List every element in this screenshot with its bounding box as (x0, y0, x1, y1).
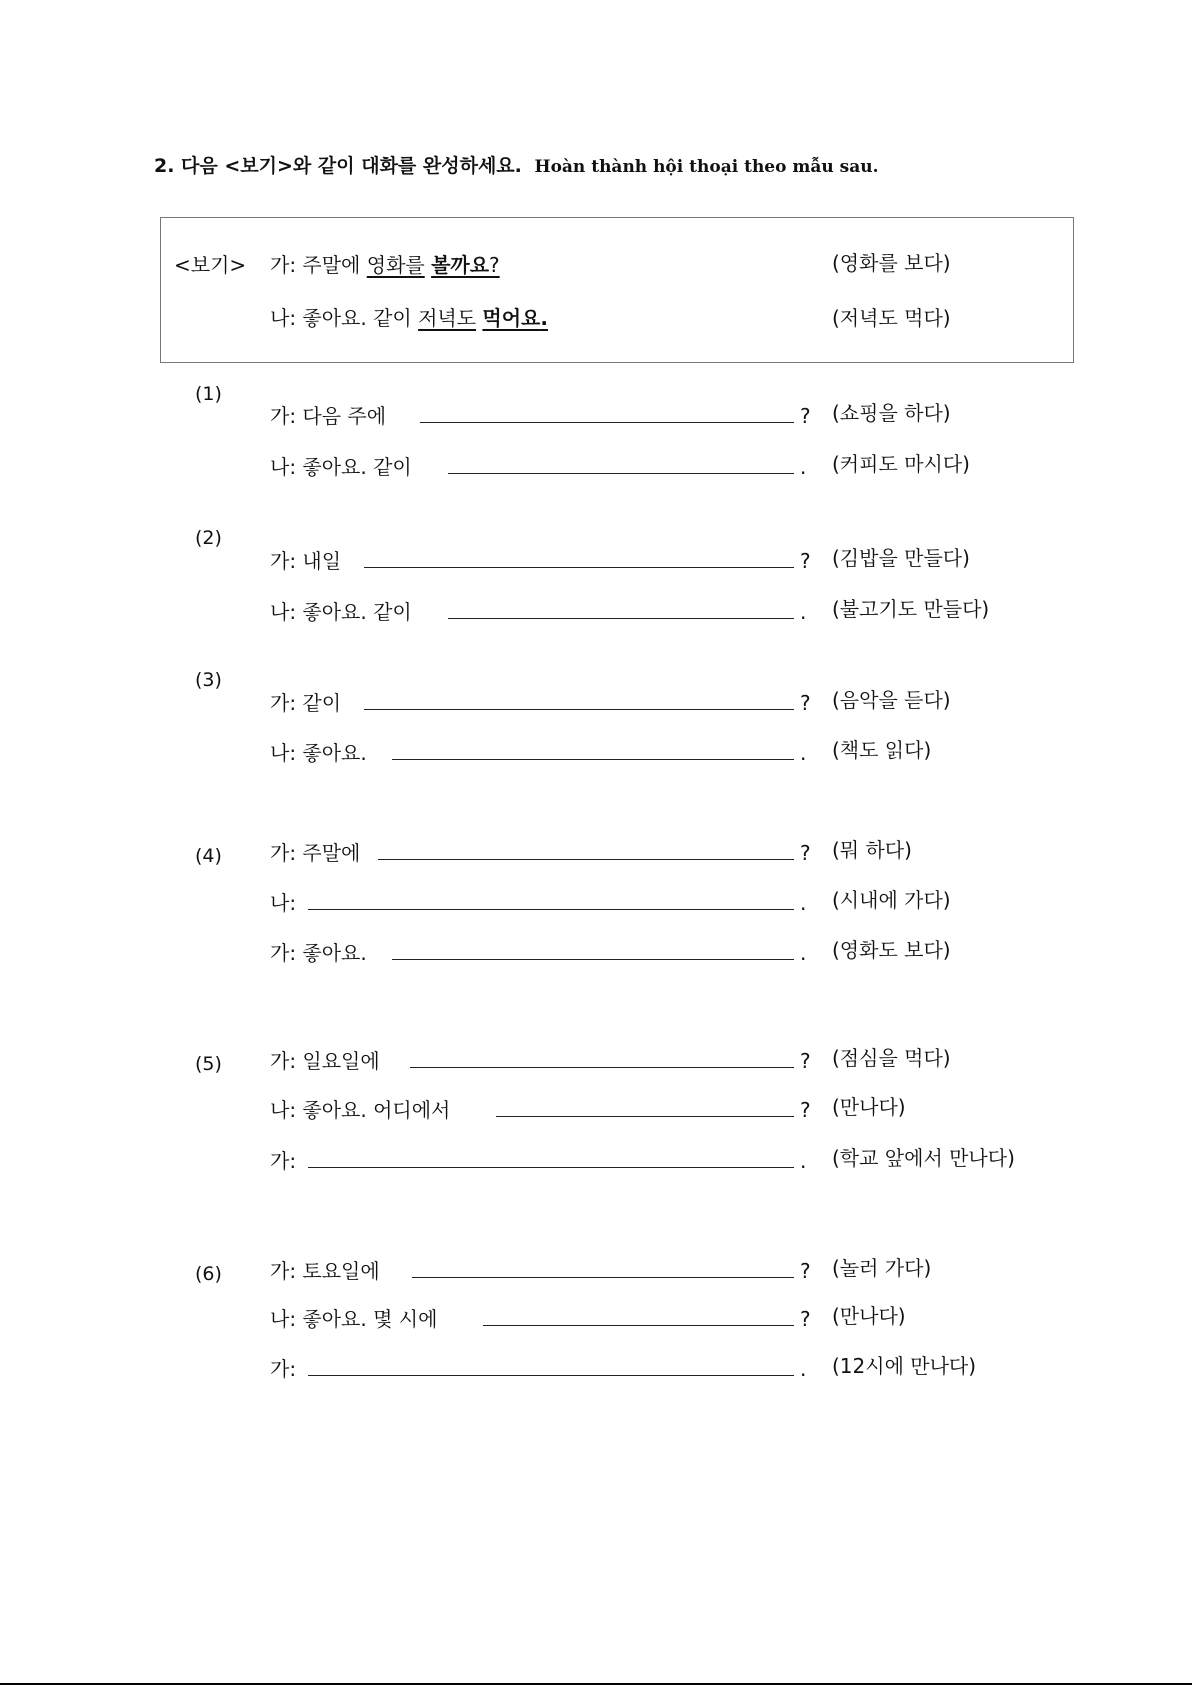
answer-blank[interactable] (308, 1145, 794, 1168)
hint-text: (놀러 가다) (832, 1256, 932, 1280)
dialogue-prefix: 나: 좋아요. (270, 741, 367, 765)
line-end-punctuation: . (800, 600, 807, 624)
dialogue-prefix: 나: 좋아요. 같이 (270, 600, 412, 624)
dialogue-line (270, 887, 806, 916)
dialogue-prefix: 가: 일요일에 (270, 1049, 380, 1073)
dialogue-line (270, 737, 806, 766)
example-line-1 (270, 252, 500, 278)
dialogue-prefix: 가: 다음 주에 (270, 404, 387, 428)
dialogue-prefix: 가: 같이 (270, 691, 342, 715)
dialogue-prefix: 나: 좋아요. 어디에서 (270, 1098, 451, 1122)
dialogue-line (270, 687, 811, 716)
answer-blank[interactable] (420, 400, 794, 423)
hint-text: (영화도 보다) (832, 938, 951, 962)
example-hint-2: (저녁도 먹다) (832, 306, 951, 330)
hint-text: (학교 앞에서 만나다) (832, 1146, 1015, 1170)
line-end-punctuation: . (800, 741, 807, 765)
dialogue-line (270, 1255, 811, 1284)
answer-blank[interactable] (448, 596, 794, 619)
answer-blank[interactable] (412, 1255, 794, 1278)
dialogue-line (270, 596, 806, 625)
line-end-punctuation: ? (800, 841, 811, 865)
line-end-punctuation: . (800, 891, 807, 915)
example-box (160, 217, 1074, 363)
hint-text: (만나다) (832, 1304, 906, 1328)
line-end-punctuation: ? (800, 1307, 811, 1331)
answer-blank[interactable] (308, 887, 794, 910)
dialogue-line (270, 400, 811, 429)
dialogue-prefix: 가: (270, 1357, 297, 1381)
line-end-punctuation: . (800, 1149, 807, 1173)
dialogue-line (270, 1094, 811, 1123)
example-line-1-bold: 볼까요 (431, 253, 490, 277)
hint-text: (커피도 마시다) (832, 452, 970, 476)
line-end-punctuation: . (800, 1357, 807, 1381)
example-line-1-underlined: 영화를 (366, 253, 425, 277)
answer-blank[interactable] (496, 1094, 794, 1117)
answer-blank[interactable] (364, 545, 794, 568)
line-end-punctuation: . (800, 941, 807, 965)
example-line-2-underlined: 저녁도 (418, 306, 477, 330)
heading-korean: 2. 다음 <보기>와 같이 대화를 완성하세요. (154, 155, 522, 177)
example-line-1-prefix: 가: 주말에 (270, 253, 361, 277)
hint-text: (12시에 만나다) (832, 1354, 977, 1378)
answer-blank[interactable] (410, 1045, 794, 1068)
example-hint-1: (영화를 보다) (832, 251, 951, 275)
dialogue-prefix: 가: 좋아요. (270, 941, 367, 965)
dialogue-line (270, 937, 806, 966)
dialogue-prefix: 가: 토요일에 (270, 1259, 380, 1283)
dialogue-prefix: 가: (270, 1149, 297, 1173)
line-end-punctuation: ? (800, 549, 811, 573)
dialogue-line (270, 1145, 806, 1174)
hint-text: (시내에 가다) (832, 888, 951, 912)
exercise-number: (1) (195, 383, 222, 405)
answer-blank[interactable] (392, 737, 794, 760)
hint-text: (음악을 듣다) (832, 688, 951, 712)
line-end-punctuation: ? (800, 404, 811, 428)
hint-text: (책도 읽다) (832, 738, 932, 762)
line-end-punctuation: ? (800, 691, 811, 715)
example-line-2-prefix: 나: 좋아요. 같이 (270, 306, 412, 330)
exercise-number: (6) (195, 1263, 222, 1285)
line-end-punctuation: ? (800, 1259, 811, 1283)
hint-text: (뭐 하다) (832, 838, 912, 862)
answer-blank[interactable] (364, 687, 794, 710)
hint-text: (쇼핑을 하다) (832, 401, 951, 425)
answer-blank[interactable] (392, 937, 794, 960)
dialogue-line (270, 1353, 806, 1382)
dialogue-prefix: 가: 내일 (270, 549, 342, 573)
example-line-2-suffix: . (540, 306, 548, 330)
line-end-punctuation: ? (800, 1098, 811, 1122)
dialogue-line (270, 1045, 811, 1074)
example-line-1-suffix: ? (489, 253, 500, 277)
dialogue-prefix: 가: 주말에 (270, 841, 361, 865)
exercise-number: (5) (195, 1053, 222, 1075)
hint-text: (만나다) (832, 1095, 906, 1119)
exercise-number: (3) (195, 669, 222, 691)
line-end-punctuation: . (800, 455, 807, 479)
dialogue-prefix: 나: (270, 891, 297, 915)
dialogue-line (270, 1303, 811, 1332)
hint-text: (불고기도 만들다) (832, 597, 990, 621)
dialogue-line (270, 837, 811, 866)
heading-vietnamese: Hoàn thành hội thoại theo mẫu sau. (534, 157, 879, 177)
exercise-number: (2) (195, 527, 222, 549)
hint-text: (점심을 먹다) (832, 1046, 951, 1070)
dialogue-line (270, 451, 806, 480)
answer-blank[interactable] (378, 837, 794, 860)
answer-blank[interactable] (483, 1303, 794, 1326)
example-line-2-bold: 먹어요 (482, 306, 541, 330)
exercise-heading (154, 151, 879, 178)
example-label: <보기> (174, 253, 247, 277)
dialogue-line (270, 545, 811, 574)
line-end-punctuation: ? (800, 1049, 811, 1073)
dialogue-prefix: 나: 좋아요. 같이 (270, 455, 412, 479)
exercise-number: (4) (195, 845, 222, 867)
hint-text: (김밥을 만들다) (832, 546, 970, 570)
dialogue-prefix: 나: 좋아요. 몇 시에 (270, 1307, 438, 1331)
answer-blank[interactable] (448, 451, 794, 474)
answer-blank[interactable] (308, 1353, 794, 1376)
example-line-2 (270, 305, 548, 331)
